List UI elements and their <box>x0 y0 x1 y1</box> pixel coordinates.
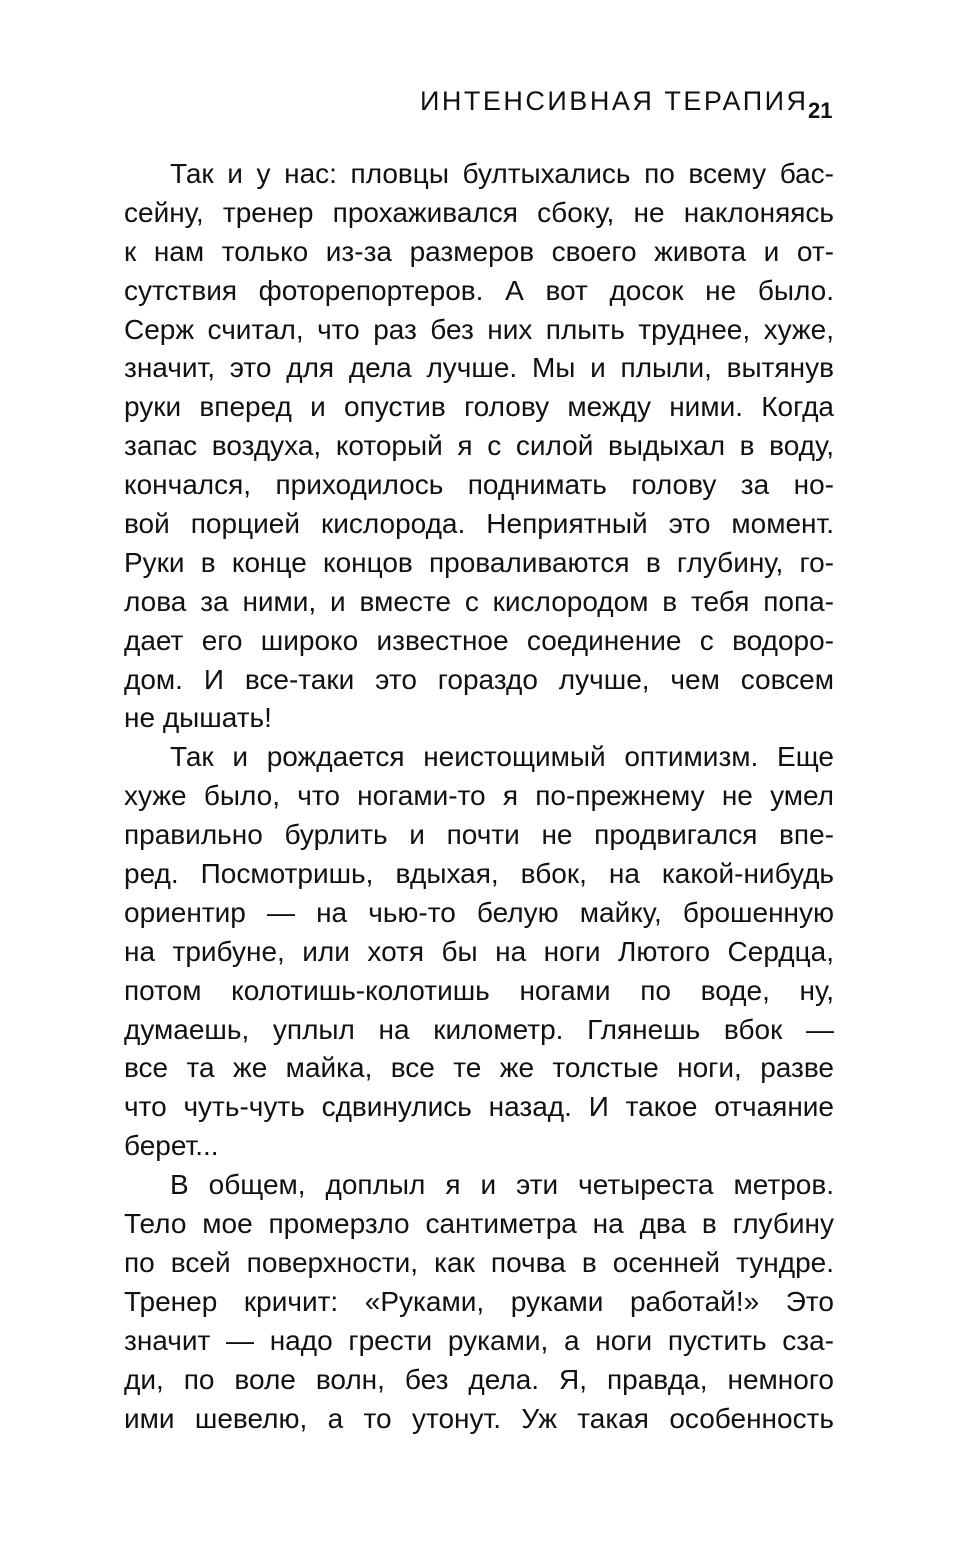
body-text <box>124 155 834 1438</box>
text-line: ориентир — на чью-то белую майку, брошенную <box>124 896 834 928</box>
text-line: что чуть-чуть сдвинулись назад. И такое отчаяние <box>124 1091 834 1123</box>
text-line: кончался, приходилось поднимать голову за но- <box>124 469 834 501</box>
text-line: потом колотишь-колотишь ногами по воде, ну, <box>124 974 834 1006</box>
paragraph-1 <box>124 155 834 738</box>
text-line: Серж считал, что раз без них плыть труднее, хуже, <box>124 313 834 345</box>
page-number: 21 <box>808 98 833 123</box>
text-line: значит, это для дела лучше. Мы и плыли, вытянув <box>124 352 834 384</box>
text-line: Так и у нас: пловцы бултыхались по всему бас- <box>170 158 834 189</box>
text-line: запас воздуха, который я с силой выдыхал в воду, <box>124 430 834 462</box>
text-line: правильно бурлить и почти не продвигался впе- <box>124 819 834 851</box>
text-line: Тренер кричит: «Руками, руками работай!» Это <box>124 1285 834 1317</box>
text-line: сейну, тренер прохаживался сбоку, не наклоняясь <box>124 196 834 228</box>
paragraph-2 <box>124 738 834 1166</box>
text-line: вой порцией кислорода. Неприятный это момент. <box>124 508 834 540</box>
text-line: думаешь, уплыл на километр. Глянешь вбок — <box>124 1013 834 1045</box>
text-line: все та же майка, все те же толстые ноги, разве <box>124 1052 834 1084</box>
text-line: Руки в конце концов проваливаются в глубину, го- <box>124 546 834 578</box>
text-line: к нам только из-за размеров своего живота и от- <box>124 235 834 267</box>
text-line: Тело мое промерзло сантиметра на два в глубину <box>124 1208 834 1240</box>
text-line: дом. И все-таки это гораздо лучше, чем совсем <box>124 663 834 695</box>
text-line: значит — надо грести руками, а ноги пустить сза- <box>124 1324 834 1356</box>
text-line: В общем, доплыл я и эти четыреста метров. <box>170 1169 834 1201</box>
text-line: на трибуне, или хотя бы на ноги Лютого Сердца, <box>124 935 834 967</box>
text-line: дает его широко известное соединение с водоро- <box>124 624 834 656</box>
text-line: сутствия фоторепортеров. А вот досок не было. <box>124 274 834 306</box>
text-line: ими шевелю, а то утонут. Уж такая особенность <box>124 1402 834 1434</box>
running-title: ИНТЕНСИВНАЯ ТЕРАПИЯ <box>420 86 809 116</box>
text-line: руки вперед и опустив голову между ними. Когда <box>124 391 834 423</box>
text-line: лова за ними, и вместе с кислородом в тебя попа- <box>124 585 834 617</box>
text-line: по всей поверхности, как почва в осенней тундре. <box>124 1246 834 1278</box>
text-line: ред. Посмотришь, вдыхая, вбок, на какой-нибудь <box>124 858 834 890</box>
text-line: хуже было, что ногами-то я по-прежнему не умел <box>124 780 834 812</box>
text-line: ди, по воле волн, без дела. Я, правда, немного <box>124 1363 834 1395</box>
text-line: берет... <box>124 1130 219 1162</box>
text-line: Так и рождается неистощимый оптимизм. Еще <box>170 741 834 773</box>
text-line: не дышать! <box>124 702 272 734</box>
paragraph-3 <box>124 1166 834 1438</box>
